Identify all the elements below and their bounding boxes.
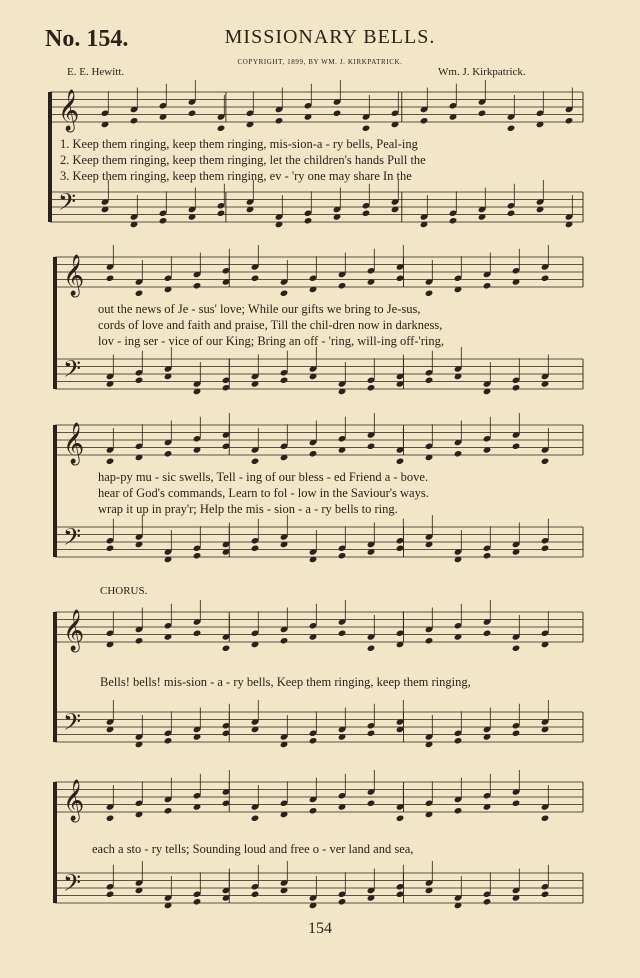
note-head — [188, 110, 197, 117]
treble-clef: 𝄞 — [58, 90, 80, 131]
bass-clef: 𝄢 — [63, 708, 82, 741]
note-head — [367, 645, 376, 652]
lyric-line: lov - ing ser - vice of our King; Bring an off - 'ring, will-ing off-'ring, — [98, 334, 444, 348]
note-head — [425, 290, 434, 297]
note-head — [478, 110, 487, 117]
note-head — [106, 815, 115, 822]
note-head — [362, 210, 371, 217]
note-head — [280, 637, 289, 644]
treble-clef: 𝄞 — [63, 610, 85, 651]
note-head — [309, 807, 318, 814]
note-head — [367, 730, 376, 737]
note-head — [251, 815, 260, 822]
note-head — [454, 737, 463, 744]
lyric-line: hap-py mu - sic swells, Tell - ing of our bless - ed Friend a - bove. — [98, 470, 429, 484]
note-head — [565, 117, 574, 124]
note-head — [280, 377, 289, 384]
note-head — [483, 282, 492, 289]
note-head — [251, 545, 260, 552]
note-head — [367, 384, 376, 391]
treble-clef: 𝄞 — [63, 255, 85, 296]
note-head — [159, 217, 168, 224]
note-head — [280, 290, 289, 297]
note-head — [454, 450, 463, 457]
note-head — [512, 645, 521, 652]
note-head — [425, 377, 434, 384]
note-head — [222, 645, 231, 652]
lyric-line: wrap it up in pray'r; Help the mis - sion - a - ry bells to ring. — [98, 502, 398, 516]
note-head — [483, 552, 492, 559]
composer: Wm. J. Kirkpatrick. — [438, 66, 526, 78]
note-head — [483, 630, 492, 637]
lyric-line: Bells! bells! mis-sion - a - ry bells, Keep them ringing, keep them ringing, — [100, 675, 471, 689]
note-head — [333, 110, 342, 117]
note-head — [420, 117, 429, 124]
note-head — [217, 125, 226, 132]
note-head — [507, 210, 516, 217]
treble-clef: 𝄞 — [63, 423, 85, 464]
lyric-line: 2. Keep them ringing, keep them ringing, let the children's hands Pull the — [60, 153, 426, 167]
note-head — [164, 737, 173, 744]
lyric-line: cords of love and faith and praise, Till the chil-dren now in darkness, — [98, 318, 443, 332]
note-head — [507, 125, 516, 132]
note-head — [396, 275, 405, 282]
note-head — [251, 275, 260, 282]
copyright-notice: COPYRIGHT, 1899, BY WM. J. KIRKPATRICK. — [237, 58, 403, 66]
note-head — [164, 807, 173, 814]
note-head — [512, 800, 521, 807]
note-head — [396, 458, 405, 465]
note-head — [338, 898, 347, 905]
note-head — [425, 637, 434, 644]
note-head — [193, 282, 202, 289]
chorus-label: CHORUS. — [100, 585, 148, 597]
treble-clef: 𝄞 — [63, 780, 85, 821]
note-head — [541, 545, 550, 552]
note-head — [309, 450, 318, 457]
note-head — [164, 450, 173, 457]
note-head — [367, 800, 376, 807]
note-head — [193, 552, 202, 559]
note-head — [362, 125, 371, 132]
bass-clef: 𝄢 — [58, 188, 77, 221]
bass-clef: 𝄢 — [63, 355, 82, 388]
note-head — [338, 552, 347, 559]
note-head — [106, 458, 115, 465]
note-head — [135, 290, 144, 297]
note-head — [106, 545, 115, 552]
note-head — [309, 737, 318, 744]
hymn-title: MISSIONARY BELLS. — [224, 26, 436, 48]
note-head — [541, 275, 550, 282]
note-head — [338, 630, 347, 637]
note-head — [193, 630, 202, 637]
note-head — [396, 545, 405, 552]
note-head — [304, 217, 313, 224]
note-head — [454, 807, 463, 814]
lyric-line: hear of God's commands, Learn to fol - low in the Saviour's ways. — [98, 486, 429, 500]
note-head — [275, 117, 284, 124]
note-head — [541, 458, 550, 465]
bass-clef: 𝄢 — [63, 523, 82, 556]
note-head — [396, 815, 405, 822]
note-head — [512, 384, 521, 391]
note-head — [217, 210, 226, 217]
note-head — [338, 282, 347, 289]
bass-clef: 𝄢 — [63, 869, 82, 902]
note-head — [193, 898, 202, 905]
hymn-number: No. 154. — [45, 26, 129, 52]
note-head — [367, 443, 376, 450]
lyric-line: 1. Keep them ringing, keep them ringing, mis-sion-a - ry bells, Peal-ing — [60, 137, 418, 151]
note-head — [106, 275, 115, 282]
note-head — [251, 891, 260, 898]
note-head — [106, 891, 115, 898]
note-head — [541, 891, 550, 898]
note-head — [541, 815, 550, 822]
lyric-line: out the news of Je - sus' love; While our gifts we bring to Je-sus, — [98, 302, 421, 316]
lyric-line: 3. Keep them ringing, keep them ringing, ev - 'ry one may share In the — [60, 169, 412, 183]
lyric-line: each a sto - ry tells; Sounding loud and free o - ver land and sea, — [92, 842, 414, 856]
note-head — [483, 898, 492, 905]
note-head — [512, 730, 521, 737]
lyricist: E. E. Hewitt. — [67, 66, 125, 78]
note-head — [135, 637, 144, 644]
page-number: 154 — [308, 920, 332, 937]
note-head — [512, 443, 521, 450]
note-head — [135, 377, 144, 384]
note-head — [130, 117, 139, 124]
note-head — [449, 217, 458, 224]
note-head — [396, 891, 405, 898]
note-head — [251, 458, 260, 465]
